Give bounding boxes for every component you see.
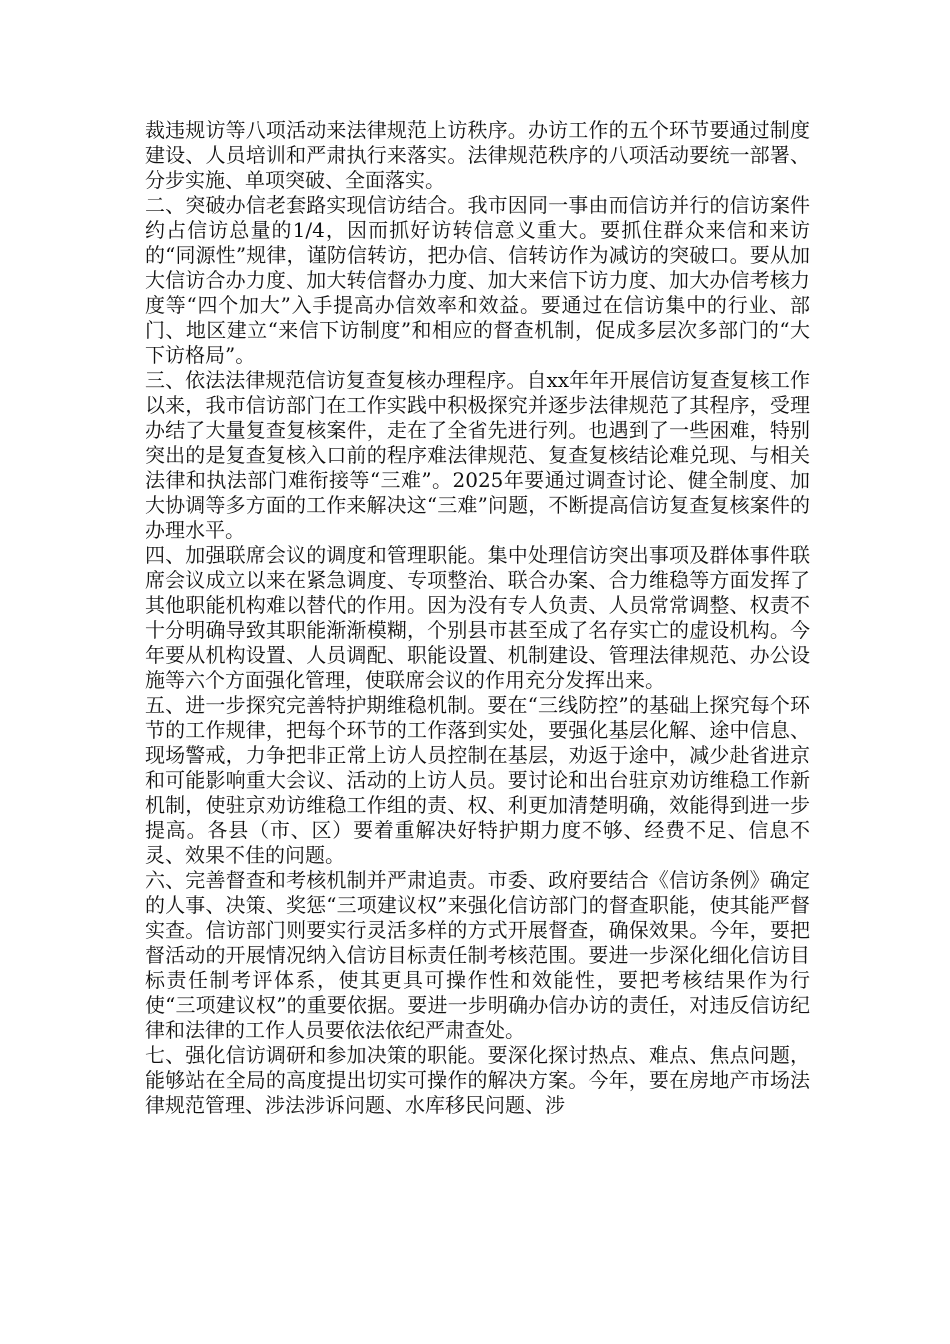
paragraph-continuation: 裁违规访等八项活动来法律规范上访秩序。办访工作的五个环节要通过制度建设、人员培训和严肃执行来落实。法律规范秩序的八项活动要统一部署、分步实施、单项突破、全面落实。 [145,118,810,192]
paragraph-section-7: 七、强化信访调研和参加决策的职能。要深化探讨热点、难点、焦点问题，能够站在全局的高度提出切实可操作的解决方案。今年，要在房地产市场法律规范管理、涉法涉诉问题、水库移民问题、涉 [145,1043,810,1117]
document-body [145,118,810,1118]
paragraph-section-2: 二、突破办信老套路实现信访结合。我市因同一事由而信访并行的信访案件约占信访总量的1/4，因而抓好访转信意义重大。要抓住群众来信和来访的“同源性”规律，谨防信转访，把办信、信转访作为减访的突破口。要从加大信访合办力度、加大转信督办力度、加大来信下访力度、加大办信考核力度等“四个加大”入手提高办信效率和效益。要通过在信访集中的行业、部门、地区建立“来信下访制度”和相应的督查机制，促成多层次多部门的“大下访格局”。 [145,193,810,367]
paragraph-section-3: 三、依法法律规范信访复查复核办理程序。自xx年年开展信访复查复核工作以来，我市信访部门在工作实践中积极探究并逐步法律规范了其程序，受理办结了大量复查复核案件，走在了全省先进行列。也遇到了一些困难，特别突出的是复查复核入口前的程序难法律规范、复查复核结论难兑现、与相关法律和执法部门难衔接等“三难”。2025年要通过调查讨论、健全制度、加大协调等多方面的工作来解决这“三难”问题，不断提高信访复查复核案件的办理水平。 [145,368,810,542]
paragraph-section-5: 五、进一步探究完善特护期维稳机制。要在“三线防控”的基础上探究每个环节的工作规律，把每个环节的工作落到实处，要强化基层化解、途中信息、现场警戒，力争把非正常上访人员控制在基层，劝返于途中，减少赴省进京和可能影响重大会议、活动的上访人员。要讨论和出台驻京劝访维稳工作新机制，使驻京劝访维稳工作组的责、权、利更加清楚明确，效能得到进一步提高。各县（市、区）要着重解决好特护期力度不够、经费不足、信息不灵、效果不佳的问题。 [145,693,810,867]
paragraph-section-4: 四、加强联席会议的调度和管理职能。集中处理信访突出事项及群体事件联席会议成立以来在紧急调度、专项整治、联合办案、合力维稳等方面发挥了其他职能机构难以替代的作用。因为没有专人负责、人员常常调整、权责不十分明确导致其职能渐渐模糊，个别县市甚至成了名存实亡的虚设机构。今年要从机构设置、人员调配、职能设置、机制建设、管理法律规范、办公设施等六个方面强化管理，使联席会议的作用充分发挥出来。 [145,543,810,692]
paragraph-section-6: 六、完善督查和考核机制并严肃追责。市委、政府要结合《信访条例》确定的人事、决策、奖惩“三项建议权”来强化信访部门的督查职能，使其能严督实查。信访部门则要实行灵活多样的方式开展督查，确保效果。今年，要把督活动的开展情况纳入信访目标责任制考核范围。要进一步深化细化信访目标责任制考评体系，使其更具可操作性和效能性，要把考核结果作为行使“三项建议权”的重要依据。要进一步明确办信办访的责任，对违反信访纪律和法律的工作人员要依法依纪严肃查处。 [145,868,810,1042]
